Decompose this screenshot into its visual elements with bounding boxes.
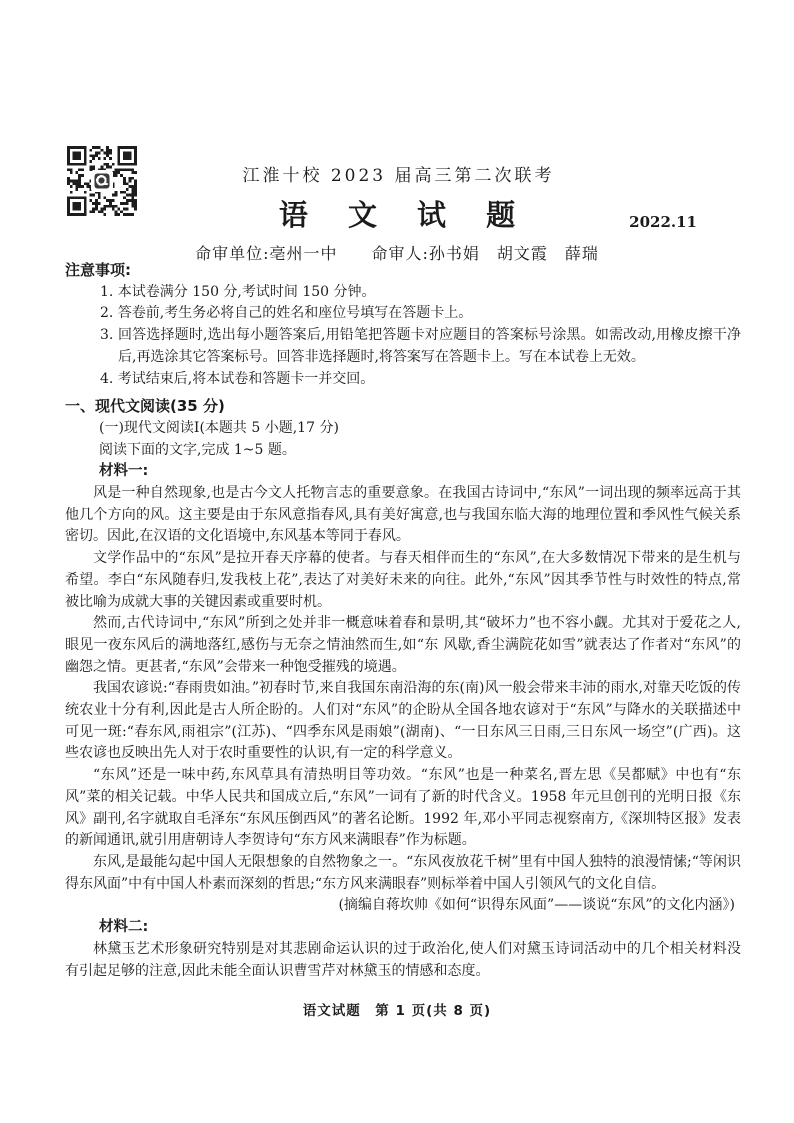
material-one-paragraph: 风是一种自然现象,也是古今文人托物言志的重要意象。在我国古诗词中,“东风”一词出现的频率远高于其他几个方向的风。这主要是由于东风意指春风,具有美好寓意,也与我国东临大海的地理位置和季风性气候关系密切。因此,在汉语的文化语境中,东风基本等同于春风。 [65, 485, 741, 545]
page-body [65, 260, 741, 982]
material-two-paragraph: 林黛玉艺术形象研究特别是对其悲剧命运认识的过于政治化,使人们对黛玉诗词活动中的几个相关材料没有引起足够的注意,因此未能全面认识曹雪芹对林黛玉的情感和态度。 [65, 940, 741, 979]
notice-item-3: 3. 回答选择题时,选出每小题答案后,用铅笔把答题卡对应题目的答案标号涂黑。如需改动,用橡皮擦干净后,再选涂其它答案标号。回答非选择题时,将答案写在答题卡上。写在本试卷上无效。 [100, 327, 741, 365]
exam-date: 2022.11 [629, 213, 697, 231]
material-one-label: 材料一: [99, 463, 149, 480]
material-two-label: 材料二: [99, 919, 149, 936]
setter-info-line: 命审单位:亳州一中 命审人:孙书娟 胡文霞 薛瑞 [195, 244, 599, 263]
page-footer: 语文试题 第 1 页(共 8 页) [302, 1003, 492, 1019]
material-one-paragraph: “东风”还是一味中药,东风草具有清热明目等功效。“东风”也是一种菜名,晋左思《吴都赋》中也有“东风”菜的相关记载。中华人民共和国成立后,“东风”一词有了新的时代含义。1958 年元旦创刊的光明日报《东风》副刊,名字就取自毛泽东“东风压倒西风”的著名论断。1992 年,邓小平同志视察南方,《深圳特区报》发表的新闻通讯,就引用唐朝诗人李贺诗句“东方风来满眼春”作为标题。 [65, 767, 741, 849]
notice-item-4: 4. 考试结束后,将本试卷和答题卡一并交回。 [100, 370, 375, 387]
notice-item-2: 2. 答卷前,考生务必将自己的姓名和座位号填写在答题卡上。 [100, 305, 473, 322]
exam-series-title: 江淮十校 2023 届高三第二次联考 [242, 166, 555, 186]
reading-instruction: 阅读下面的文字,完成 1~5 题。 [99, 441, 296, 458]
page-title: 语 文 试 题 [278, 198, 531, 232]
section-one-heading: 一、现代文阅读(35 分) [65, 397, 225, 416]
material-one-paragraph: 文学作品中的“东风”是拉开春天序幕的使者。与春天相伴而生的“东风”,在大多数情况下带来的是生机与希望。李白“东风随春归,发我枝上花”,表达了对美好未来的向往。此外,“东风”因其季节性与时效性的特点,常被比喻为成就大事的关键因素或重要时机。 [65, 550, 741, 610]
material-one-paragraph: 东风,是最能勾起中国人无限想象的自然物象之一。“东风夜放花千树”里有中国人独特的浪漫情愫;“等闲识得东风面”中有中国人朴素而深刻的哲思;“东方风来满眼春”则标举着中国人引领风气的文化自信。 [65, 853, 741, 892]
material-one-paragraph: 我国农谚说:“春雨贵如油。”初春时节,来自我国东南沿海的东(南)风一般会带来丰沛的雨水,对靠天吃饭的传统农业十分有利,因此是古人所企盼的。人们对“东风”的企盼从全国各地农谚对于“东风”与降水的关联描述中可见一斑:“春东风,雨祖宗”(江苏)、“四季东风是雨娘”(湖南)、“一日东风三日雨,三日东风一场空”(广西)。这些农谚也反映出先人对于农时重要性的认识,有一定的科学意义。 [65, 680, 741, 762]
notice-heading: 注意事项: [65, 261, 131, 279]
notice-item-1: 1. 本试卷满分 150 分,考试时间 150 分钟。 [100, 283, 376, 300]
section-one-subheading: (一)现代文阅读Ⅰ(本题共 5 小题,17 分) [99, 419, 339, 436]
material-one-paragraph: 然而,古代诗词中,“东风”所到之处并非一概意味着春和景明,其“破坏力”也不容小觑。尤其对于爱花之人,眼见一夜东风后的满地落红,感伤与无奈之情油然而生,如“东 风歇,香尘满院花如雪”就表达了作者对“东风”的幽怨之情。更甚者,“东风”会带来一种饱受摧残的境遇。 [65, 615, 741, 675]
source-attribution: (摘编自蒋坎帅《如何“识得东风面”——谈说“东风”的文化内涵》) [338, 897, 735, 914]
